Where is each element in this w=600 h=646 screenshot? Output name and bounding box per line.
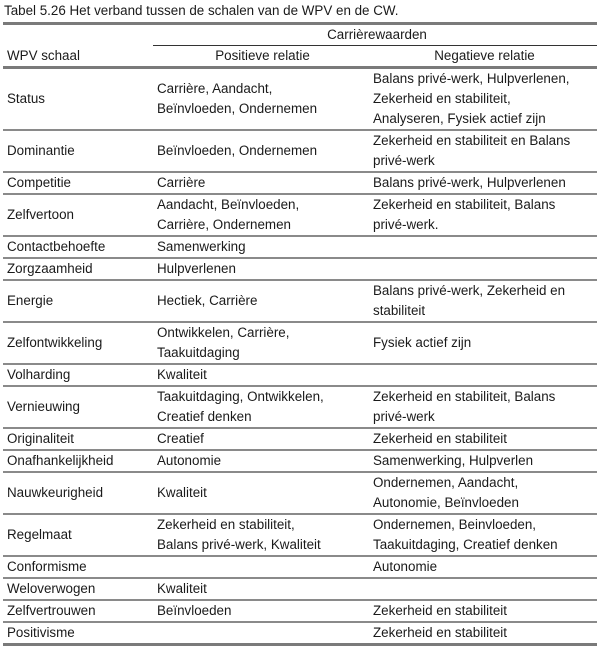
cell-positive-relation [153, 428, 368, 450]
cell-wpv-scale: Zelfontwikkeling [3, 322, 153, 364]
cell-line: Autonomie, Beïnvloeden [373, 495, 519, 510]
table-row [3, 428, 597, 450]
cell-line: Zekerheid en stabiliteit [373, 625, 507, 640]
table-header [3, 24, 597, 68]
cell-negative-relation [368, 428, 597, 450]
cell-negative-relation [368, 258, 597, 280]
cell-negative-relation [368, 194, 597, 236]
cell-positive-relation [153, 172, 368, 194]
cell-wpv-scale: Competitie [3, 172, 153, 194]
cell-line: Balans privé-werk, Kwaliteit [157, 537, 321, 552]
table-caption: Tabel 5.26 Het verband tussen de schalen van de WPV en de CW. [4, 3, 399, 18]
cell-wpv-scale: Vernieuwing [3, 386, 153, 428]
cell-line: Ontwikkelen, Carrière, [157, 325, 290, 340]
header-wpv-schaal: WPV schaal [3, 46, 153, 68]
cell-positive-relation [153, 130, 368, 172]
cell-positive-relation [153, 194, 368, 236]
cell-line: Zekerheid en stabiliteit [373, 603, 507, 618]
table-row [3, 258, 597, 280]
cell-line: Fysiek actief zijn [373, 335, 472, 350]
cell-positive-relation [153, 556, 368, 578]
cell-wpv-scale: Nauwkeurigheid [3, 472, 153, 514]
cell-negative-relation [368, 280, 597, 322]
cell-negative-relation [368, 556, 597, 578]
cell-line: Kwaliteit [157, 367, 207, 382]
cell-line: Beïnvloeden, Ondernemen [157, 101, 318, 116]
cell-line: Autonomie [373, 559, 438, 574]
cell-line: Zekerheid en stabiliteit en Balans [373, 133, 571, 148]
cell-line: Samenwerking [157, 239, 246, 254]
table-row [3, 600, 597, 622]
cell-negative-relation [368, 600, 597, 622]
cell-line: Autonomie [157, 453, 222, 468]
table-row [3, 514, 597, 556]
cell-line: Ondernemen, Beinvloeden, [373, 517, 537, 532]
header-carrierewaarden: Carrièrewaarden [153, 24, 597, 46]
cell-wpv-scale: Status [3, 68, 153, 131]
cell-positive-relation [153, 322, 368, 364]
cell-positive-relation [153, 450, 368, 472]
cell-positive-relation [153, 68, 368, 131]
cell-line: Carrière [157, 175, 206, 190]
cell-negative-relation [368, 130, 597, 172]
cell-line: Hectiek, Carrière [157, 293, 258, 308]
cell-line: Balans privé-werk, Zekerheid en [373, 283, 566, 298]
cell-positive-relation [153, 236, 368, 258]
cell-positive-relation [153, 514, 368, 556]
cell-wpv-scale: Volharding [3, 364, 153, 386]
cell-line: Kwaliteit [157, 485, 207, 500]
cell-wpv-scale: Regelmaat [3, 514, 153, 556]
cell-negative-relation [368, 450, 597, 472]
header-spacer [3, 24, 153, 46]
cell-line: privé-werk. [373, 217, 439, 232]
cell-line: Zekerheid en stabiliteit [373, 431, 507, 446]
cell-line: Aandacht, Beïnvloeden, [157, 197, 300, 212]
cell-line: Zekerheid en stabiliteit, [373, 91, 511, 106]
cell-wpv-scale: Dominantie [3, 130, 153, 172]
cell-line: Balans privé-werk, Hulpverlenen [373, 175, 566, 190]
cell-positive-relation [153, 622, 368, 645]
cell-wpv-scale: Energie [3, 280, 153, 322]
cell-positive-relation [153, 578, 368, 600]
table-row [3, 386, 597, 428]
table-row [3, 556, 597, 578]
table-row [3, 280, 597, 322]
table-row [3, 622, 597, 645]
cell-line: Beïnvloeden, Ondernemen [157, 143, 318, 158]
cell-line: Taakuitdaging [157, 345, 240, 360]
cell-line: Creatief [157, 431, 204, 446]
table-row [3, 450, 597, 472]
table-row [3, 68, 597, 131]
cell-negative-relation [368, 322, 597, 364]
cell-line: Samenwerking, Hulpverlen [373, 453, 534, 468]
cell-negative-relation [368, 514, 597, 556]
cell-wpv-scale: Originaliteit [3, 428, 153, 450]
table-row [3, 194, 597, 236]
cell-negative-relation [368, 68, 597, 131]
cell-wpv-scale: Contactbehoefte [3, 236, 153, 258]
cell-positive-relation [153, 258, 368, 280]
cell-wpv-scale: Zorgzaamheid [3, 258, 153, 280]
cell-positive-relation [153, 600, 368, 622]
cell-wpv-scale: Conformisme [3, 556, 153, 578]
table-row [3, 130, 597, 172]
cell-line: privé-werk [373, 153, 435, 168]
table-row [3, 364, 597, 386]
cell-wpv-scale: Zelfvertoon [3, 194, 153, 236]
cell-line: Hulpverlenen [157, 261, 236, 276]
table-row [3, 472, 597, 514]
cell-negative-relation [368, 364, 597, 386]
cell-line: Carrière, Aandacht, [157, 81, 273, 96]
cell-negative-relation [368, 472, 597, 514]
wpv-cw-table [3, 22, 597, 646]
cell-positive-relation [153, 472, 368, 514]
header-positieve-relatie: Positieve relatie [153, 46, 368, 68]
cell-negative-relation [368, 236, 597, 258]
cell-wpv-scale: Positivisme [3, 622, 153, 645]
cell-wpv-scale: Zelfvertrouwen [3, 600, 153, 622]
cell-line: Beïnvloeden [157, 603, 232, 618]
cell-positive-relation [153, 280, 368, 322]
cell-wpv-scale: Weloverwogen [3, 578, 153, 600]
cell-line: Kwaliteit [157, 581, 207, 596]
cell-negative-relation [368, 172, 597, 194]
cell-wpv-scale: Onafhankelijkheid [3, 450, 153, 472]
cell-line: privé-werk [373, 409, 435, 424]
table-row [3, 578, 597, 600]
cell-line: Taakuitdaging, Ontwikkelen, [157, 389, 324, 404]
cell-line: Zekerheid en stabiliteit, [157, 517, 295, 532]
cell-line: Taakuitdaging, Creatief denken [373, 537, 558, 552]
cell-positive-relation [153, 364, 368, 386]
cell-line: Carrière, Ondernemen [157, 217, 291, 232]
cell-line: Zekerheid en stabiliteit, Balans [373, 197, 556, 212]
cell-line: Analyseren, Fysiek actief zijn [373, 111, 546, 126]
cell-line: stabiliteit [373, 303, 426, 318]
cell-line: Creatief denken [157, 409, 252, 424]
header-negatieve-relatie: Negatieve relatie [368, 46, 597, 68]
cell-negative-relation [368, 622, 597, 645]
cell-line: Zekerheid en stabiliteit, Balans [373, 389, 556, 404]
cell-positive-relation [153, 386, 368, 428]
table-row [3, 322, 597, 364]
table-row [3, 236, 597, 258]
table-body [3, 68, 597, 645]
cell-line: Balans privé-werk, Hulpverlenen, [373, 71, 570, 86]
cell-line: Ondernemen, Aandacht, [373, 475, 519, 490]
table-row [3, 172, 597, 194]
cell-negative-relation [368, 578, 597, 600]
cell-negative-relation [368, 386, 597, 428]
